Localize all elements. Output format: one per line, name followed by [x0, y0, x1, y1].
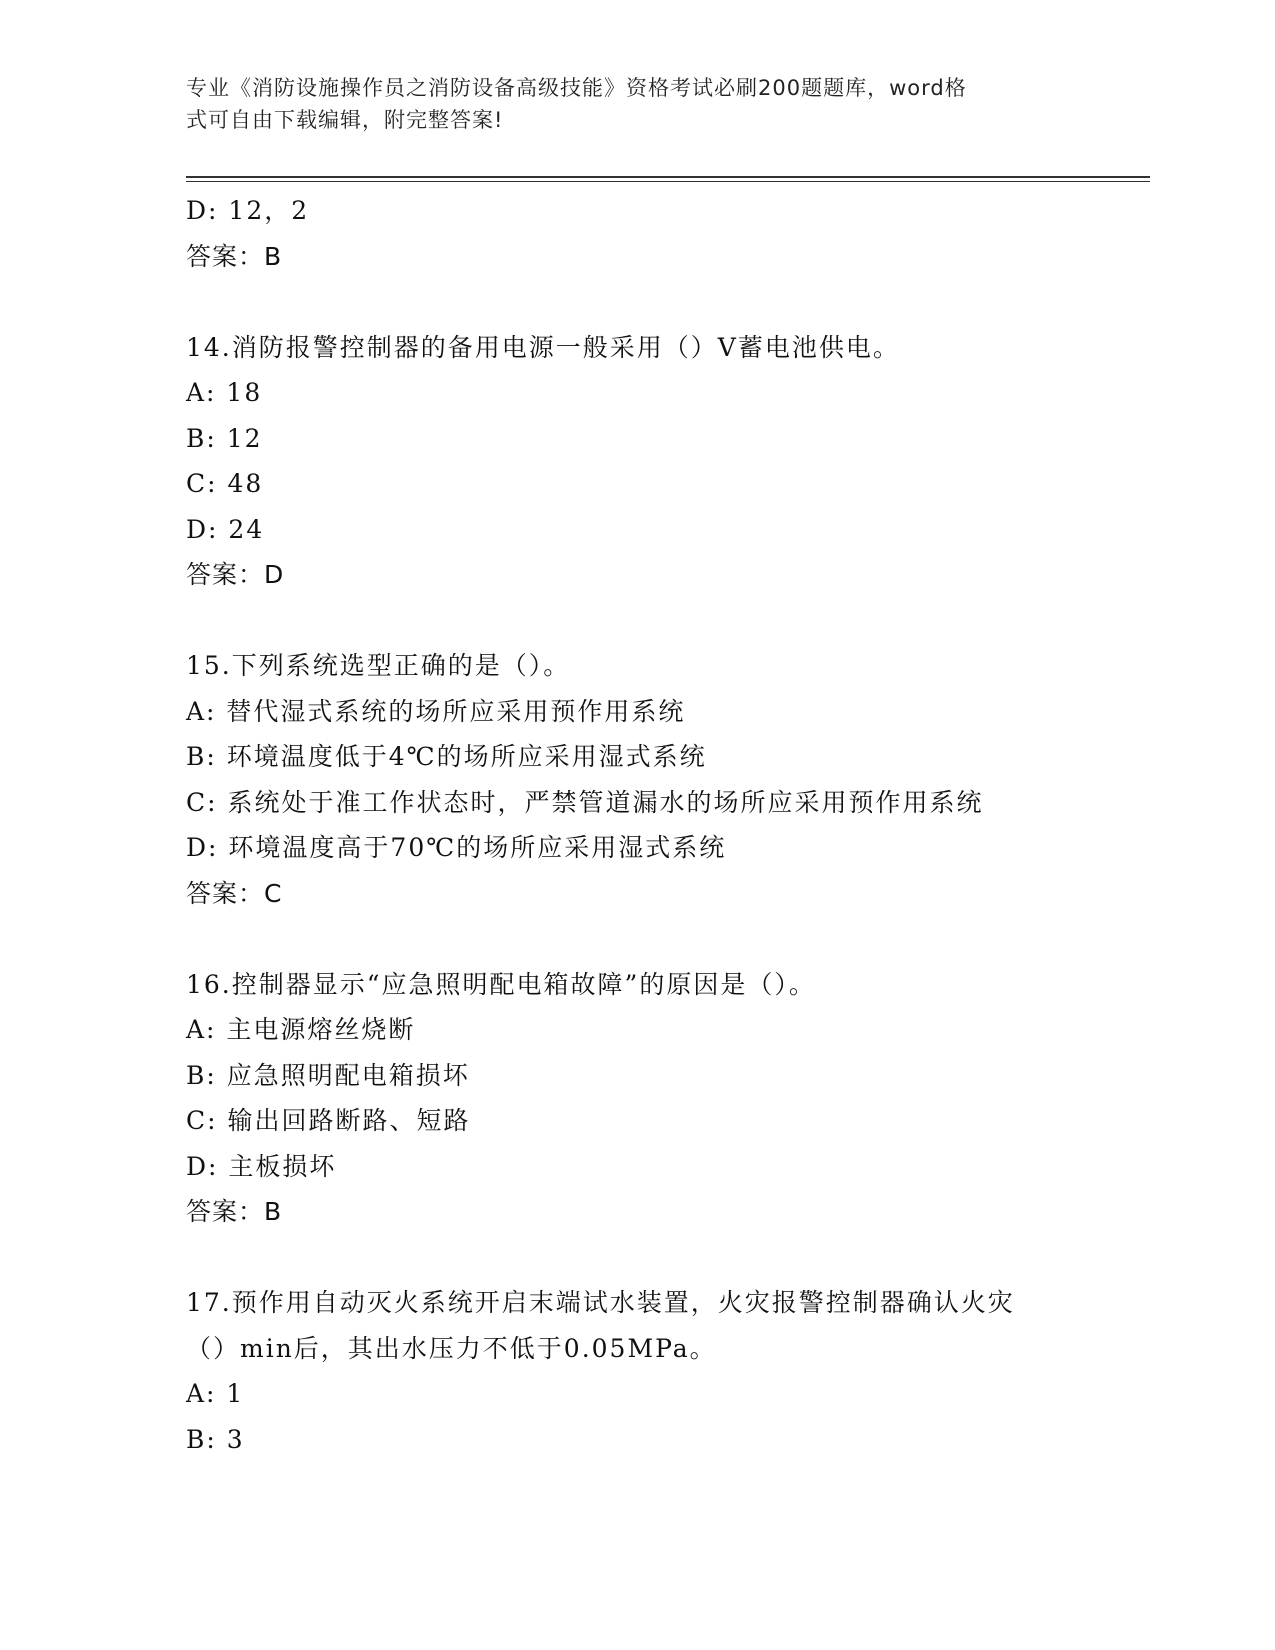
header-line-2: 式可自由下载编辑，附完整答案!: [186, 108, 504, 132]
q14-answer: 答案：D: [186, 560, 285, 589]
q14-option-d: D: 24: [186, 514, 265, 544]
q17-stem-line-1: 17.预作用自动灭火系统开启末端试水装置，火灾报警控制器确认火灾: [186, 1288, 1015, 1317]
header-divider-thin: [186, 181, 1150, 182]
spacer: [186, 598, 1116, 644]
q13-option-d: D: 12，2: [186, 196, 310, 225]
question-list: [186, 188, 1116, 1462]
spacer: [186, 1235, 1116, 1281]
q16-option-a: A: 主电源熔丝烧断: [186, 1015, 416, 1044]
q15-option-d: D: 环境温度高于70℃的场所应采用湿式系统: [186, 833, 727, 862]
q17-option-a: A: 1: [186, 1379, 245, 1408]
header-divider-thick: [186, 176, 1150, 178]
q16-option-d: D: 主板损坏: [186, 1151, 337, 1181]
q13-answer: 答案：B: [186, 241, 283, 271]
q15-stem: 15.下列系统选型正确的是（）。: [186, 651, 571, 680]
spacer: [186, 916, 1116, 962]
q15-option-c: C: 系统处于准工作状态时，严禁管道漏水的场所应采用预作用系统: [186, 787, 984, 817]
document-header: [186, 72, 1066, 136]
q16-stem: 16.控制器显示“应急照明配电箱故障”的原因是（）。: [186, 969, 816, 999]
q16-option-b: B: 应急照明配电箱损坏: [186, 1060, 470, 1090]
q15-answer: 答案：C: [186, 878, 283, 908]
q16-option-c: C: 输出回路断路、短路: [186, 1106, 471, 1135]
q14-option-b: B: 12: [186, 423, 263, 453]
q15-option-b: B: 环境温度低于4℃的场所应采用湿式系统: [186, 742, 707, 771]
q16-answer: 答案：B: [186, 1197, 283, 1226]
spacer: [186, 279, 1116, 325]
q17-stem-line-2: （）min后，其出水压力不低于0.05MPa。: [186, 1333, 717, 1363]
q14-stem: 14.消防报警控制器的备用电源一般采用（）V蓄电池供电。: [186, 332, 900, 362]
header-line-1: 专业《消防设施操作员之消防设备高级技能》资格考试必刷200题题库，word格: [186, 76, 967, 100]
q17-option-b: B: 3: [186, 1424, 245, 1454]
q14-option-c: C: 48: [186, 469, 264, 498]
q15-option-a: A: 替代湿式系统的场所应采用预作用系统: [186, 696, 686, 726]
q14-option-a: A: 18: [186, 378, 263, 407]
